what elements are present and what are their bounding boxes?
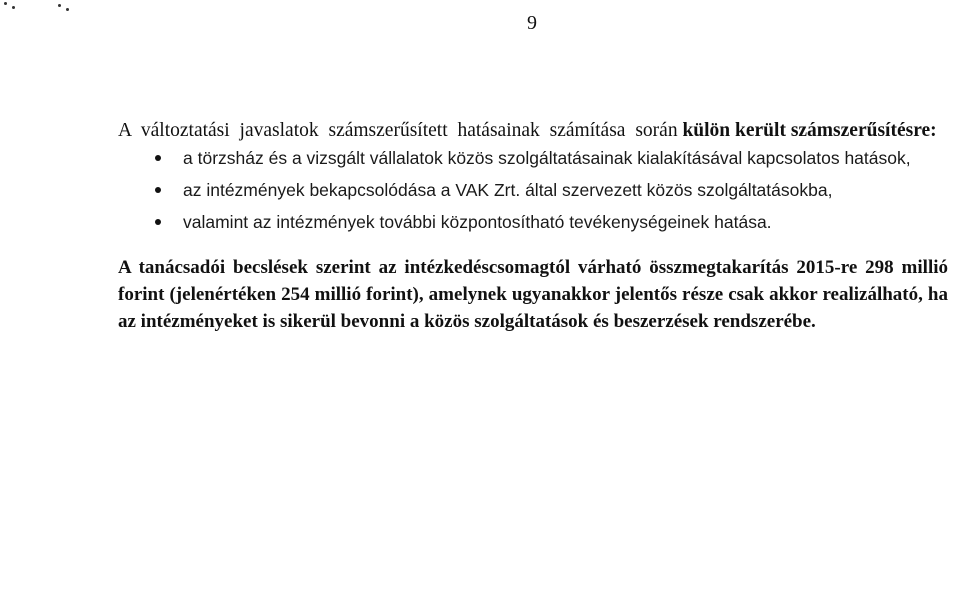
bullet-dot-icon <box>155 219 161 225</box>
list-item <box>118 146 948 170</box>
list-item-text: az intézmények bekapcsolódása a VAK Zrt. által szervezett közös szolgáltatásokba, <box>183 180 833 200</box>
bullet-list <box>118 146 948 234</box>
bullet-dot-icon <box>155 187 161 193</box>
bullet-dot-icon <box>155 155 161 161</box>
document-body <box>118 117 948 335</box>
list-item-text: a törzsház és a vizsgált vállalatok közös szolgáltatásainak kialakításával kapcsolatos hatások, <box>183 148 911 168</box>
list-item <box>118 210 948 234</box>
summary-paragraph: A tanácsadói becslések szerint az intézkedéscsomagtól várható összmegtakarítás 2015-re 298 millió forint (jelenértéken 254 millió forint), amelynek ugyanakkor jelentős része csak akkor realizálható, ha az intézményeket is sikerül bevonni a közös szolgáltatások és beszerzések rendszerébe. <box>118 257 948 332</box>
page-number: 9 <box>527 12 537 34</box>
list-item <box>118 178 948 202</box>
intro-emphasis-text: külön került számszerűsítésre: <box>682 120 937 141</box>
intro-paragraph <box>118 117 948 144</box>
list-item-text: valamint az intézmények további központosítható tevékenységeinek hatása. <box>183 212 772 232</box>
intro-lead-text: A változtatási javaslatok számszerűsített hatásainak számítása során <box>118 120 678 141</box>
